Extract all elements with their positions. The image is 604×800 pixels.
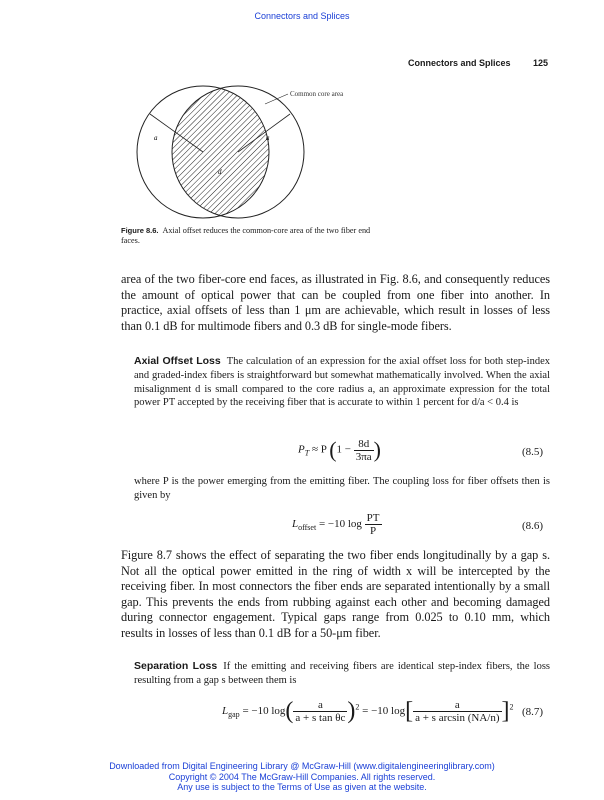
section-separation-loss: [134, 660, 550, 688]
figure-caption-text: Axial offset reduces the common-core area of the two fiber end faces.: [121, 226, 371, 245]
eq87-denominator-2: a + s arcsin (NA/n): [415, 712, 500, 724]
figure-label: Figure 8.6.: [121, 226, 159, 235]
eq87-denominator-1: a + s tan θc: [295, 712, 346, 724]
axial-offset-text: The calculation of an expression for the axial offset loss for both step-index and graded-index fibers is straightforward but somewhat mathematically involved. When the axial misalignment d is small compared to the core radius a, an approximate expression for the total power PT accepted by the receiving fiber that is accurate to within 1 percent for d/a < 0.4 is: [134, 356, 550, 409]
eq86-denominator: P: [370, 525, 377, 537]
figure-8-6: [120, 82, 380, 222]
eq85-mid: ≈ P: [311, 443, 327, 456]
eq-number-8-5: (8.5): [522, 446, 544, 458]
eq87-mid1: = −10 log: [242, 705, 286, 718]
footer-terms[interactable]: Any use is subject to the Terms of Use as given at the website.: [177, 782, 427, 792]
eq85-one: 1 −: [336, 443, 351, 456]
footer: [0, 761, 604, 793]
separation-text: If the emitting and receiving fibers are identical step-index fibers, the loss resulting from a gap s between them is: [134, 661, 550, 686]
annotation-d: d: [218, 168, 222, 176]
running-head-title: Connectors and Splices: [408, 58, 511, 68]
axial-offset-diagram: [120, 82, 380, 222]
eq87-exponent-2: 2: [509, 702, 514, 712]
page-number: 125: [533, 58, 549, 68]
footer-copyright[interactable]: Copyright © 2004 The McGraw-Hill Companies. All rights reserved.: [168, 771, 436, 782]
eq86-numerator: PT: [366, 512, 380, 524]
eq85-numerator: 8d: [354, 438, 374, 451]
paragraph-where: where P is the power emerging from the emitting fiber. The coupling loss for fiber offsets then is given by: [134, 476, 550, 501]
annotation-common-core: Common core area: [290, 90, 344, 98]
eq86-mid: = −10 log: [318, 518, 362, 531]
running-head: [408, 58, 548, 68]
eq87-lhs: L: [222, 705, 229, 718]
eq85-denominator: 3πa: [355, 450, 372, 463]
heading-separation-loss: Separation Loss: [134, 660, 218, 672]
eq85-lhs: P: [298, 443, 305, 456]
eq87-exponent-1: 2: [355, 702, 360, 712]
eq85-lhs-sub: T: [304, 448, 310, 458]
section-axial-offset-loss: [134, 355, 550, 410]
figure-caption: [121, 226, 371, 246]
eq86-lhs-sub: offset: [298, 523, 317, 533]
equation-8-7: $L_{gap} = -10$ log( $\frac{a}{\text{a + s tan θc}}$ )$^2$ = −10 log[ $\frac{a}{\text{a + s arcsin (NA/n)}}$ ]$^2$: [222, 698, 514, 724]
eq87-mid2: = −10 log: [362, 705, 406, 718]
leader-line: [265, 94, 288, 104]
top-link[interactable]: Connectors and Splices: [254, 11, 350, 21]
heading-axial-offset-loss: Axial Offset Loss: [134, 355, 221, 367]
paragraph-axial-offset-intro: area of the two fiber-core end faces, as illustrated in Fig. 8.6, and consequently reduces the amount of optical power that can be coupled from one fiber into another. In practice, axial offsets of less than 1 μm are achievable, which result in losses of less than 0.1 dB for multimode fibers and 0.3 dB for single-mode fibers.: [121, 272, 550, 333]
eq87-lhs-sub: gap: [228, 710, 240, 720]
equation-8-5: $P_T \approx P$ (1 − $\frac{8d}{3\pi a}$ ): [298, 437, 381, 463]
footer-download-link[interactable]: Downloaded from Digital Engineering Library @ McGraw-Hill (www.digitalengineeringlibrary.com): [109, 761, 495, 771]
equation-8-6: [292, 512, 382, 537]
paragraph-separation-intro: Figure 8.7 shows the effect of separating the two fiber ends longitudinally by a gap s. Not all the optical power emitted in the ring of width x will be intercepted by the receiving fiber. In most connectors the fiber ends are separated intentionally by a small gap. This prevents the ends from rubbing against each other and becoming damaged during connector engagement. Typical gaps range from 0.025 to 0.10 mm, which results in losses of less than 0.1 dB for a 50-μm fiber.: [121, 548, 550, 640]
eq-number-8-6: (8.6): [522, 520, 544, 532]
annotation-a-left: a: [154, 134, 158, 142]
annotation-a-right: a: [266, 134, 270, 142]
eq-number-8-7: (8.7): [522, 706, 544, 718]
eq86-lhs: L: [292, 518, 299, 531]
eq87-numerator-2: a: [413, 699, 501, 712]
eq87-numerator-1: a: [293, 699, 347, 712]
